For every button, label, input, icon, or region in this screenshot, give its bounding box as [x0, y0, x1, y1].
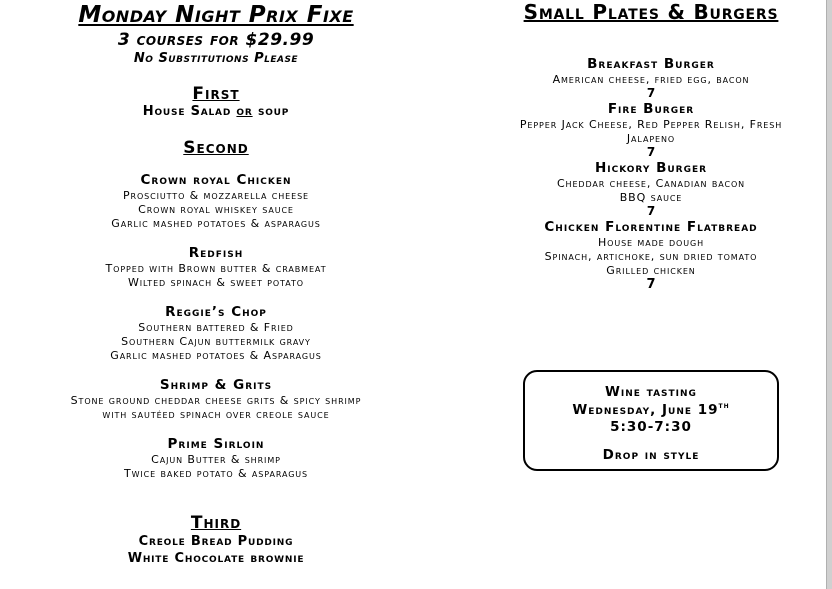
- plate-price: 7: [646, 86, 656, 100]
- dish-crown-royal: [0, 172, 432, 231]
- dish-redfish: [0, 245, 432, 290]
- dish-desc: Crown royal whiskey sauce: [138, 203, 294, 216]
- dish-desc: Garlic mashed potatoes & Asparagus: [110, 349, 322, 362]
- prix-fixe-title: Monday Night Prix Fixe: [78, 2, 354, 28]
- plate-name: Breakfast Burger: [587, 56, 715, 72]
- course-second-heading: Second: [183, 138, 249, 158]
- plate-desc: Pepper Jack Cheese, Red Pepper Relish, Fresh: [519, 118, 783, 131]
- plate-florentine-flatbread: [478, 219, 824, 292]
- dish-desc: with sautéed spinach over creole sauce: [102, 408, 330, 421]
- plate-desc: American cheese, fried egg, bacon: [552, 73, 750, 86]
- page-edge: [826, 0, 832, 589]
- dish-desc: Southern Cajun buttermilk gravy: [121, 335, 311, 348]
- first-option-salad: House Salad: [142, 104, 232, 119]
- plate-fire-burger: [478, 101, 824, 158]
- small-plates-title: Small Plates & Burgers: [523, 0, 779, 24]
- dish-name: Redfish: [188, 245, 244, 261]
- prix-fixe-price: 3 courses for $29.99: [117, 30, 315, 50]
- dish-desc: Garlic mashed potatoes & asparagus: [111, 217, 321, 230]
- wine-tasting-box: [523, 370, 779, 471]
- dish-desc: Stone ground cheddar cheese grits & spicy shrimp: [70, 394, 362, 407]
- small-plates-column: [478, 0, 824, 292]
- plate-hickory-burger: [478, 160, 824, 217]
- wine-tasting-title: Wine tasting: [605, 384, 697, 400]
- dish-name: Reggie’s Chop: [165, 304, 267, 320]
- dish-desc: Prosciutto & mozzarella cheese: [122, 189, 310, 202]
- dish-prime-sirloin: [0, 436, 432, 481]
- wine-date-text: Wednesday, June 19: [572, 402, 719, 418]
- dish-name: Shrimp & Grits: [159, 377, 273, 393]
- plate-desc: BBQ sauce: [619, 191, 683, 204]
- plate-name: Chicken Florentine Flatbread: [544, 219, 758, 235]
- dessert-item: Creole Bread Pudding: [138, 534, 294, 549]
- prix-fixe-column: [0, 0, 432, 567]
- dish-desc: Topped with Brown butter & crabmeat: [105, 262, 327, 275]
- prix-fixe-note: No Substitutions Please: [133, 51, 299, 66]
- dish-desc: Twice baked potato & asparagus: [123, 467, 309, 480]
- wine-tasting-tagline: Drop in style: [602, 447, 700, 463]
- wine-tasting-time: 5:30-7:30: [610, 419, 692, 435]
- dish-shrimp-grits: [0, 377, 432, 422]
- plate-desc: Grilled chicken: [606, 264, 696, 277]
- plate-desc: Cheddar cheese, Canadian bacon: [556, 177, 746, 190]
- plate-desc: House made dough: [597, 236, 705, 249]
- dish-name: Prime Sirloin: [167, 436, 265, 452]
- plate-price: 7: [646, 277, 656, 292]
- plate-name: Fire Burger: [607, 101, 695, 117]
- first-option-or: or: [236, 104, 253, 119]
- dish-name: Crown royal Chicken: [140, 172, 292, 188]
- plate-breakfast-burger: [478, 56, 824, 99]
- plate-price: 7: [646, 204, 656, 218]
- plate-desc: Spinach, artichoke, sun dried tomato: [544, 250, 758, 263]
- dish-reggies-chop: [0, 304, 432, 363]
- first-option-soup: soup: [257, 104, 290, 119]
- wine-date-suffix: th: [718, 401, 730, 411]
- plate-price: 7: [646, 145, 656, 159]
- course-first-heading: First: [192, 84, 240, 104]
- plate-name: Hickory Burger: [594, 160, 708, 176]
- plate-desc: Jalapeno: [626, 132, 676, 145]
- dish-desc: Cajun Butter & shrimp: [151, 453, 281, 466]
- course-first-line: [0, 104, 432, 120]
- dish-desc: Wilted spinach & sweet potato: [128, 276, 304, 289]
- dish-desc: Southern battered & Fried: [138, 321, 294, 334]
- course-third-heading: Third: [190, 513, 242, 533]
- wine-tasting-date: [525, 402, 777, 419]
- dessert-item: White Chocolate brownie: [127, 551, 305, 566]
